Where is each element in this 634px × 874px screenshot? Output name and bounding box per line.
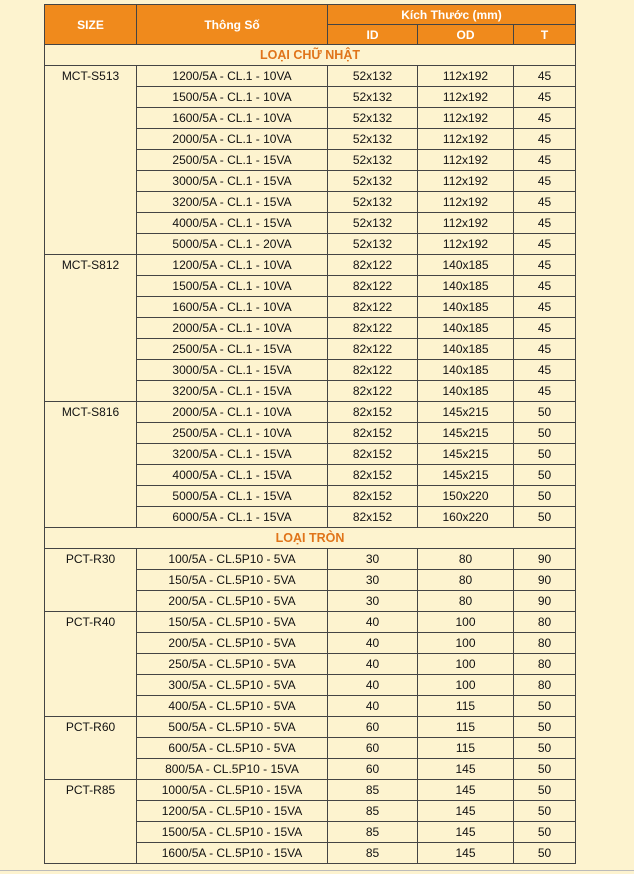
t-cell: 50 [514,717,576,738]
t-cell: 45 [514,339,576,360]
id-cell: 85 [328,822,418,843]
od-cell: 112x192 [418,66,514,87]
t-cell: 45 [514,276,576,297]
spec-cell: 800/5A - CL.5P10 - 15VA [137,759,328,780]
size-cell: PCT-R30 [45,549,137,612]
id-cell: 82x122 [328,276,418,297]
od-cell: 115 [418,738,514,759]
spec-cell: 2000/5A - CL.1 - 10VA [137,129,328,150]
od-cell: 145 [418,780,514,801]
spec-cell: 2500/5A - CL.1 - 15VA [137,339,328,360]
od-cell: 80 [418,591,514,612]
spec-cell: 3000/5A - CL.1 - 15VA [137,171,328,192]
size-cell: MCT-S816 [45,402,137,528]
table-row [45,402,576,423]
size-cell: PCT-R85 [45,780,137,864]
od-cell: 112x192 [418,87,514,108]
header-size: SIZE [45,5,137,45]
spec-cell: 150/5A - CL.5P10 - 5VA [137,570,328,591]
id-cell: 52x132 [328,192,418,213]
od-cell: 140x185 [418,318,514,339]
od-cell: 140x185 [418,255,514,276]
table-body [45,45,576,864]
spec-cell: 1500/5A - CL.1 - 10VA [137,87,328,108]
od-cell: 140x185 [418,297,514,318]
id-cell: 82x152 [328,444,418,465]
id-cell: 52x132 [328,234,418,255]
t-cell: 45 [514,66,576,87]
size-cell: PCT-R60 [45,717,137,780]
id-cell: 52x132 [328,66,418,87]
id-cell: 30 [328,549,418,570]
od-cell: 160x220 [418,507,514,528]
spec-cell: 150/5A - CL.5P10 - 5VA [137,612,328,633]
t-cell: 50 [514,696,576,717]
id-cell: 60 [328,759,418,780]
id-cell: 40 [328,696,418,717]
od-cell: 115 [418,696,514,717]
t-cell: 90 [514,549,576,570]
spec-cell: 1200/5A - CL.5P10 - 15VA [137,801,328,822]
t-cell: 50 [514,486,576,507]
id-cell: 85 [328,843,418,864]
spec-cell: 3200/5A - CL.1 - 15VA [137,381,328,402]
spec-cell: 3200/5A - CL.1 - 15VA [137,444,328,465]
t-cell: 50 [514,822,576,843]
table-row [45,780,576,801]
t-cell: 45 [514,213,576,234]
od-cell: 112x192 [418,171,514,192]
id-cell: 40 [328,654,418,675]
header-id: ID [328,25,418,45]
id-cell: 30 [328,570,418,591]
table-row [45,717,576,738]
spec-cell: 2500/5A - CL.1 - 10VA [137,423,328,444]
id-cell: 82x152 [328,402,418,423]
spec-cell: 1200/5A - CL.1 - 10VA [137,255,328,276]
spec-cell: 2500/5A - CL.1 - 15VA [137,150,328,171]
spec-cell: 2000/5A - CL.1 - 10VA [137,318,328,339]
t-cell: 90 [514,570,576,591]
table-row [45,612,576,633]
od-cell: 140x185 [418,276,514,297]
spec-cell: 4000/5A - CL.1 - 15VA [137,213,328,234]
section-title: LOẠI CHỮ NHẬT [45,45,576,66]
id-cell: 85 [328,780,418,801]
t-cell: 45 [514,360,576,381]
od-cell: 145 [418,843,514,864]
od-cell: 145x215 [418,423,514,444]
od-cell: 150x220 [418,486,514,507]
t-cell: 80 [514,675,576,696]
spec-cell: 1500/5A - CL.5P10 - 15VA [137,822,328,843]
t-cell: 45 [514,234,576,255]
t-cell: 45 [514,318,576,339]
spec-cell: 1600/5A - CL.1 - 10VA [137,297,328,318]
t-cell: 45 [514,171,576,192]
t-cell: 50 [514,423,576,444]
spec-cell: 1200/5A - CL.1 - 10VA [137,66,328,87]
t-cell: 50 [514,801,576,822]
t-cell: 45 [514,192,576,213]
od-cell: 112x192 [418,192,514,213]
spec-cell: 6000/5A - CL.1 - 15VA [137,507,328,528]
t-cell: 50 [514,759,576,780]
id-cell: 82x122 [328,255,418,276]
t-cell: 80 [514,654,576,675]
id-cell: 40 [328,612,418,633]
t-cell: 50 [514,738,576,759]
od-cell: 112x192 [418,213,514,234]
od-cell: 145x215 [418,402,514,423]
od-cell: 80 [418,570,514,591]
spec-cell: 250/5A - CL.5P10 - 5VA [137,654,328,675]
id-cell: 82x122 [328,360,418,381]
spec-cell: 600/5A - CL.5P10 - 5VA [137,738,328,759]
id-cell: 82x122 [328,381,418,402]
id-cell: 52x132 [328,87,418,108]
spec-cell: 300/5A - CL.5P10 - 5VA [137,675,328,696]
spec-cell: 500/5A - CL.5P10 - 5VA [137,717,328,738]
id-cell: 85 [328,801,418,822]
header-t: T [514,25,576,45]
od-cell: 112x192 [418,129,514,150]
header-od: OD [418,25,514,45]
table-row [45,255,576,276]
table-row [45,549,576,570]
section-row [45,528,576,549]
t-cell: 45 [514,150,576,171]
spec-cell: 100/5A - CL.5P10 - 5VA [137,549,328,570]
id-cell: 82x122 [328,297,418,318]
t-cell: 45 [514,297,576,318]
t-cell: 45 [514,381,576,402]
t-cell: 50 [514,507,576,528]
id-cell: 60 [328,738,418,759]
size-cell: PCT-R40 [45,612,137,717]
t-cell: 50 [514,402,576,423]
t-cell: 50 [514,780,576,801]
header-dimensions: Kích Thước (mm) [328,5,576,25]
t-cell: 45 [514,129,576,150]
od-cell: 145 [418,801,514,822]
t-cell: 50 [514,465,576,486]
od-cell: 80 [418,549,514,570]
spec-cell: 400/5A - CL.5P10 - 5VA [137,696,328,717]
spec-cell: 1000/5A - CL.5P10 - 15VA [137,780,328,801]
id-cell: 82x122 [328,318,418,339]
size-cell: MCT-S513 [45,66,137,255]
od-cell: 115 [418,717,514,738]
spec-cell: 3200/5A - CL.1 - 15VA [137,192,328,213]
spec-cell: 1600/5A - CL.1 - 10VA [137,108,328,129]
od-cell: 112x192 [418,108,514,129]
spec-cell: 4000/5A - CL.1 - 15VA [137,465,328,486]
section-row [45,45,576,66]
od-cell: 145 [418,759,514,780]
spec-cell: 1600/5A - CL.5P10 - 15VA [137,843,328,864]
od-cell: 100 [418,612,514,633]
od-cell: 112x192 [418,150,514,171]
t-cell: 45 [514,255,576,276]
header-spec: Thông Số [137,5,328,45]
id-cell: 82x152 [328,486,418,507]
id-cell: 52x132 [328,129,418,150]
od-cell: 100 [418,675,514,696]
t-cell: 45 [514,108,576,129]
section-title: LOẠI TRÒN [45,528,576,549]
id-cell: 52x132 [328,171,418,192]
id-cell: 40 [328,675,418,696]
spec-cell: 1500/5A - CL.1 - 10VA [137,276,328,297]
table-row [45,66,576,87]
id-cell: 82x152 [328,423,418,444]
id-cell: 82x122 [328,339,418,360]
id-cell: 40 [328,633,418,654]
bottom-rule [0,870,634,871]
id-cell: 60 [328,717,418,738]
table-header [45,5,576,45]
t-cell: 80 [514,633,576,654]
id-cell: 52x132 [328,150,418,171]
t-cell: 90 [514,591,576,612]
t-cell: 45 [514,87,576,108]
spec-table [44,4,576,864]
id-cell: 82x152 [328,507,418,528]
od-cell: 112x192 [418,234,514,255]
spec-cell: 5000/5A - CL.1 - 15VA [137,486,328,507]
spec-cell: 2000/5A - CL.1 - 10VA [137,402,328,423]
od-cell: 140x185 [418,381,514,402]
spec-cell: 200/5A - CL.5P10 - 5VA [137,591,328,612]
od-cell: 100 [418,654,514,675]
t-cell: 80 [514,612,576,633]
id-cell: 52x132 [328,108,418,129]
od-cell: 100 [418,633,514,654]
spec-cell: 3000/5A - CL.1 - 15VA [137,360,328,381]
t-cell: 50 [514,444,576,465]
od-cell: 145x215 [418,444,514,465]
od-cell: 145 [418,822,514,843]
id-cell: 82x152 [328,465,418,486]
spec-cell: 200/5A - CL.5P10 - 5VA [137,633,328,654]
od-cell: 140x185 [418,360,514,381]
size-cell: MCT-S812 [45,255,137,402]
id-cell: 52x132 [328,213,418,234]
t-cell: 50 [514,843,576,864]
od-cell: 145x215 [418,465,514,486]
od-cell: 140x185 [418,339,514,360]
spec-cell: 5000/5A - CL.1 - 20VA [137,234,328,255]
id-cell: 30 [328,591,418,612]
